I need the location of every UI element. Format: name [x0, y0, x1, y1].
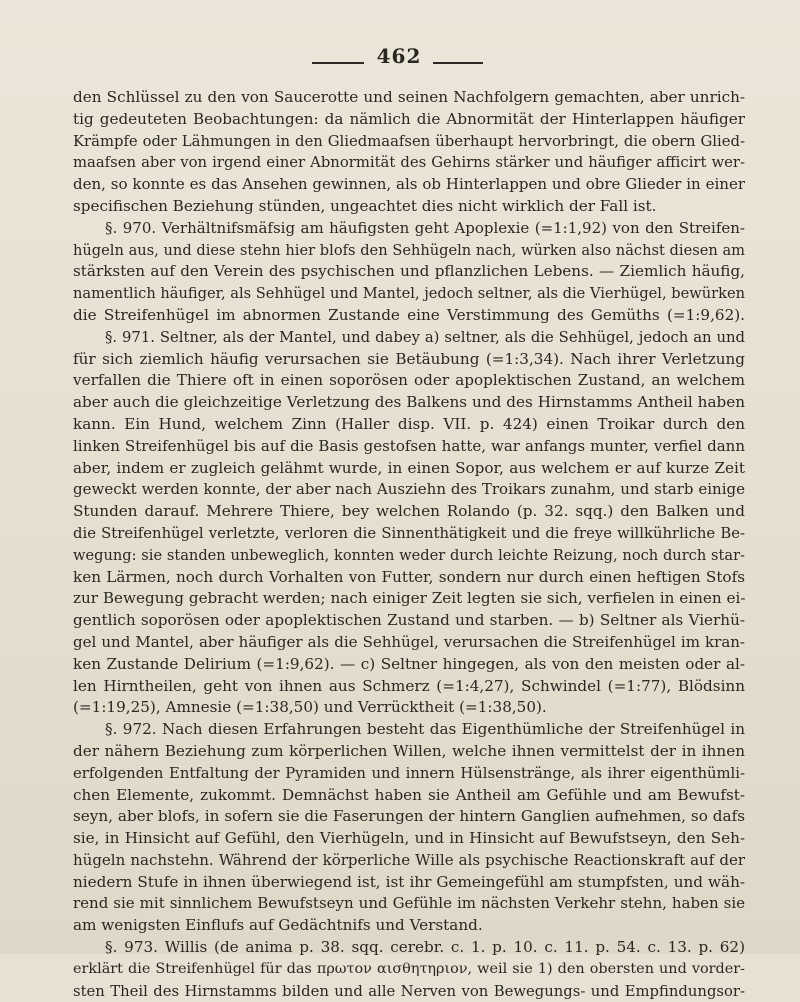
header-rule-left: [312, 62, 364, 64]
text-line: ken Lärmen, noch durch Vorhalten von Futter, sondern nur durch einen heftigen Stofs: [73, 567, 745, 586]
text-line: wegung: sie standen unbeweglich, konnten weder durch leichte Reizung, noch durch star-: [73, 546, 745, 564]
text-line: stärksten auf den Verein des psychischen und pflanzlichen Lebens. — Ziemlich häufig,: [73, 262, 745, 281]
text-line: sten Theil des Hirnstamms bilden und alle Nerven von Bewegungs- und Empfindungsor-: [73, 982, 745, 1000]
text-line: hügeln nachstehn. Während der körperliche Wille als psychische Reactionskraft auf der: [73, 850, 745, 869]
text-line: seyn, aber blofs, in sofern sie die Faserungen der hintern Ganglien aufnehmen, so dafs: [73, 807, 745, 826]
text-line: Krämpfe oder Lähmungen in den Gliedmaafsen überhaupt hervorbringt, die obern Glied-: [73, 132, 745, 150]
text-line: am wenigsten Einflufs auf Gedächtnifs und Verstand.: [73, 916, 483, 935]
text-line: hügeln aus, und diese stehn hier blofs den Sehhügeln nach, würken also nächst diesen am: [73, 241, 745, 259]
text-line: geweckt werden konnte, der aber nach Ausziehn des Troikars zunahm, und starb einige: [73, 480, 745, 499]
text-line: der nähern Beziehung zum körperlichen Willen, welche ihnen vermittelst der in ihnen: [73, 741, 745, 760]
text-line: len Hirntheilen, geht von ihnen aus Schmerz (=1:4,27), Schwindel (=1:77), Blödsinn: [73, 676, 745, 695]
text-line: die Streifenhügel im abnormen Zustande eine Verstimmung des Gemüths (=1:9,62).: [73, 305, 745, 324]
text-line: namentlich häufiger, als Sehhügel und Mantel, jedoch seltner, als die Vierhügel, bewürken: [73, 285, 745, 303]
text-line: tig gedeuteten Beobachtungen: da nämlich die Abnormität der Hinterlappen häufiger: [73, 109, 745, 128]
text-line: maafsen aber von irgend einer Abnormität des Gehirns stärker und häufiger afficirt wer-: [73, 154, 745, 172]
text-line: §. 970. Verhältnifsmäfsig am häufigsten geht Apoplexie (=1:1,92) von den Streifen-: [105, 218, 745, 237]
page-number: 462: [376, 44, 422, 68]
text-line: sie, in Hinsicht auf Gefühl, den Vierhügeln, und in Hinsicht auf Bewufstseyn, den Seh-: [73, 829, 745, 848]
text-line: §. 973. Willis (de anima p. 38. sqq. cerebr. c. 1. p. 10. c. 11. p. 54. c. 13. p. 62): [105, 938, 745, 957]
text-line: (=1:19,25), Amnesie (=1:38,50) und Verrücktheit (=1:38,50).: [73, 698, 547, 717]
body-text: [73, 87, 745, 1002]
text-line: den Schlüssel zu den von Saucerotte und seinen Nachfolgern gemachten, aber unrich-: [73, 88, 745, 106]
text-line: den, so konnte es das Ansehen gewinnen, als ob Hinterlappen und obre Glieder in einer: [73, 175, 745, 194]
text-line: Stunden darauf. Mehrere Thiere, bey welchen Rolando (p. 32. sqq.) den Balken und: [73, 502, 745, 521]
text-line: §. 971. Seltner, als der Mantel, und dabey a) seltner, als die Sehhügel, jedoch an und: [105, 328, 745, 346]
text-line: erfolgenden Entfaltung der Pyramiden und innern Hülsenstränge, als ihrer eigenthümli-: [73, 764, 745, 782]
text-line: chen Elemente, zukommt. Demnächst haben sie Antheil am Gefühle und am Bewufst-: [73, 785, 745, 804]
text-line: specifischen Beziehung stünden, ungeachtet dies nicht wirklich der Fall ist.: [73, 196, 657, 215]
text-line: aber auch die gleichzeitige Verletzung des Balkens und des Hirnstamms Antheil haben: [73, 393, 745, 412]
text-line: verfallen die Thiere oft in einen soporösen oder apoplektischen Zustand, an welchem: [73, 371, 745, 390]
text-line: kann. Ein Hund, welchem Zinn (Haller disp. VII. p. 424) einen Troikar durch den: [73, 414, 745, 433]
text-line: zur Bewegung gebracht werden; nach einiger Zeit legten sie sich, verfielen in einen ei-: [73, 589, 745, 608]
text-line: rend sie mit sinnlichem Bewufstseyn und Gefühle im nächsten Verkehr stehn, haben sie: [73, 894, 745, 913]
text-line: erklärt die Streifenhügel für das πρωτον αισθητηριον, weil sie 1) den obersten und vorder-: [73, 960, 745, 977]
text-line: aber, indem er zugleich gelähmt wurde, in einen Sopor, aus welchem er auf kurze Zeit: [73, 458, 745, 477]
text-line: gel und Mantel, aber häufiger als die Sehhügel, verursachen die Streifenhügel im kran-: [73, 632, 745, 651]
text-line: die Streifenhügel verletzte, verloren die Sinnenthätigkeit und die freye willkührliche Be-: [73, 524, 745, 542]
page-header: [0, 42, 800, 72]
text-line: für sich ziemlich häufig verursachen sie Betäubung (=1:3,34). Nach ihrer Verletzung: [73, 349, 745, 368]
text-line: gentlich soporösen oder apoplektischen Zustand und starben. — b) Seltner als Vierhü-: [73, 611, 745, 630]
text-line: linken Streifenhügel bis auf die Basis gestofsen hatte, war anfangs munter, verfiel dann: [73, 436, 745, 455]
header-rule-right: [433, 62, 483, 64]
text-line: niedern Stufe in ihnen überwiegend ist, ist ihr Gemeingefühl am stumpfsten, und wäh-: [73, 872, 745, 891]
text-line: ken Zustande Delirium (=1:9,62). — c) Seltner hingegen, als von den meisten oder al-: [73, 654, 745, 673]
text-line: §. 972. Nach diesen Erfahrungen besteht das Eigenthümliche der Streifenhügel in: [105, 720, 745, 739]
